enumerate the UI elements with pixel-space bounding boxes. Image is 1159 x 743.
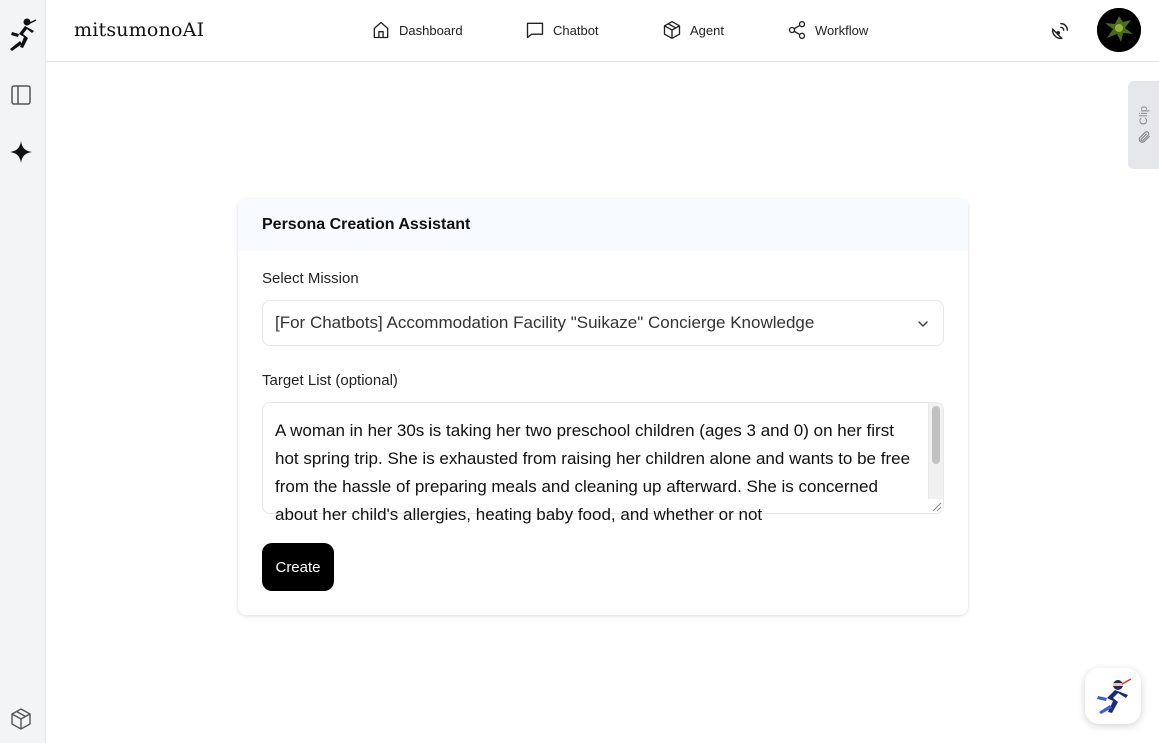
mission-select[interactable] bbox=[262, 300, 944, 346]
brand-name[interactable]: mitsumonoAI bbox=[74, 19, 205, 41]
nav-dashboard-label: Dashboard bbox=[399, 22, 463, 38]
ninja-logo-icon[interactable] bbox=[6, 17, 38, 53]
user-avatar[interactable] bbox=[1097, 8, 1141, 52]
nav-chatbot[interactable] bbox=[525, 19, 599, 41]
persona-creation-card bbox=[238, 199, 968, 615]
nav-workflow[interactable] bbox=[787, 19, 868, 41]
sidebar-toggle-icon[interactable] bbox=[10, 84, 32, 106]
message-square-icon bbox=[525, 20, 545, 40]
target-list-textarea[interactable] bbox=[262, 402, 944, 524]
codesandbox-icon[interactable] bbox=[10, 708, 32, 730]
assistant-fab[interactable] bbox=[1085, 668, 1141, 724]
mission-select-value: [For Chatbots] Accommodation Facility "Suikaze" Concierge Knowledge bbox=[275, 313, 815, 332]
target-list-text[interactable]: A woman in her 30s is taking her two preschool children (ages 3 and 0) on her first hot spring trip. She is exhausted from raising her children alone and wants to be free from the hassle of preparing meals and cleaning up afterward. She is concerned about her child's allergies, heating baby food, and whether or not bbox=[275, 421, 911, 524]
avatar-figure-icon bbox=[1097, 8, 1141, 52]
clip-label: Clip bbox=[1137, 105, 1150, 125]
top-header bbox=[46, 0, 1159, 62]
box-icon bbox=[662, 20, 682, 40]
clip-tab[interactable] bbox=[1128, 81, 1159, 169]
ninja-mascot-icon bbox=[1093, 676, 1133, 716]
create-button[interactable]: Create bbox=[262, 543, 334, 591]
chevron-down-icon bbox=[915, 316, 931, 332]
nav-agent[interactable] bbox=[662, 19, 724, 41]
nav-dashboard[interactable] bbox=[371, 19, 463, 41]
left-sidebar bbox=[0, 0, 46, 743]
resize-handle-icon[interactable] bbox=[928, 498, 943, 513]
target-list-label: Target List (optional) bbox=[262, 372, 398, 389]
nav-agent-label: Agent bbox=[690, 22, 724, 38]
scrollbar-thumb[interactable] bbox=[932, 406, 940, 464]
home-icon bbox=[371, 20, 391, 40]
share-nodes-icon bbox=[787, 20, 807, 40]
sparkle-icon[interactable] bbox=[9, 140, 33, 164]
textarea-scrollbar[interactable] bbox=[928, 403, 943, 499]
mission-label: Select Mission bbox=[262, 270, 359, 287]
nav-workflow-label: Workflow bbox=[815, 22, 869, 38]
paperclip-icon bbox=[1137, 130, 1151, 144]
satellite-dish-icon[interactable] bbox=[1049, 20, 1071, 42]
nav-chatbot-label: Chatbot bbox=[553, 22, 599, 38]
card-title: Persona Creation Assistant bbox=[238, 199, 968, 251]
